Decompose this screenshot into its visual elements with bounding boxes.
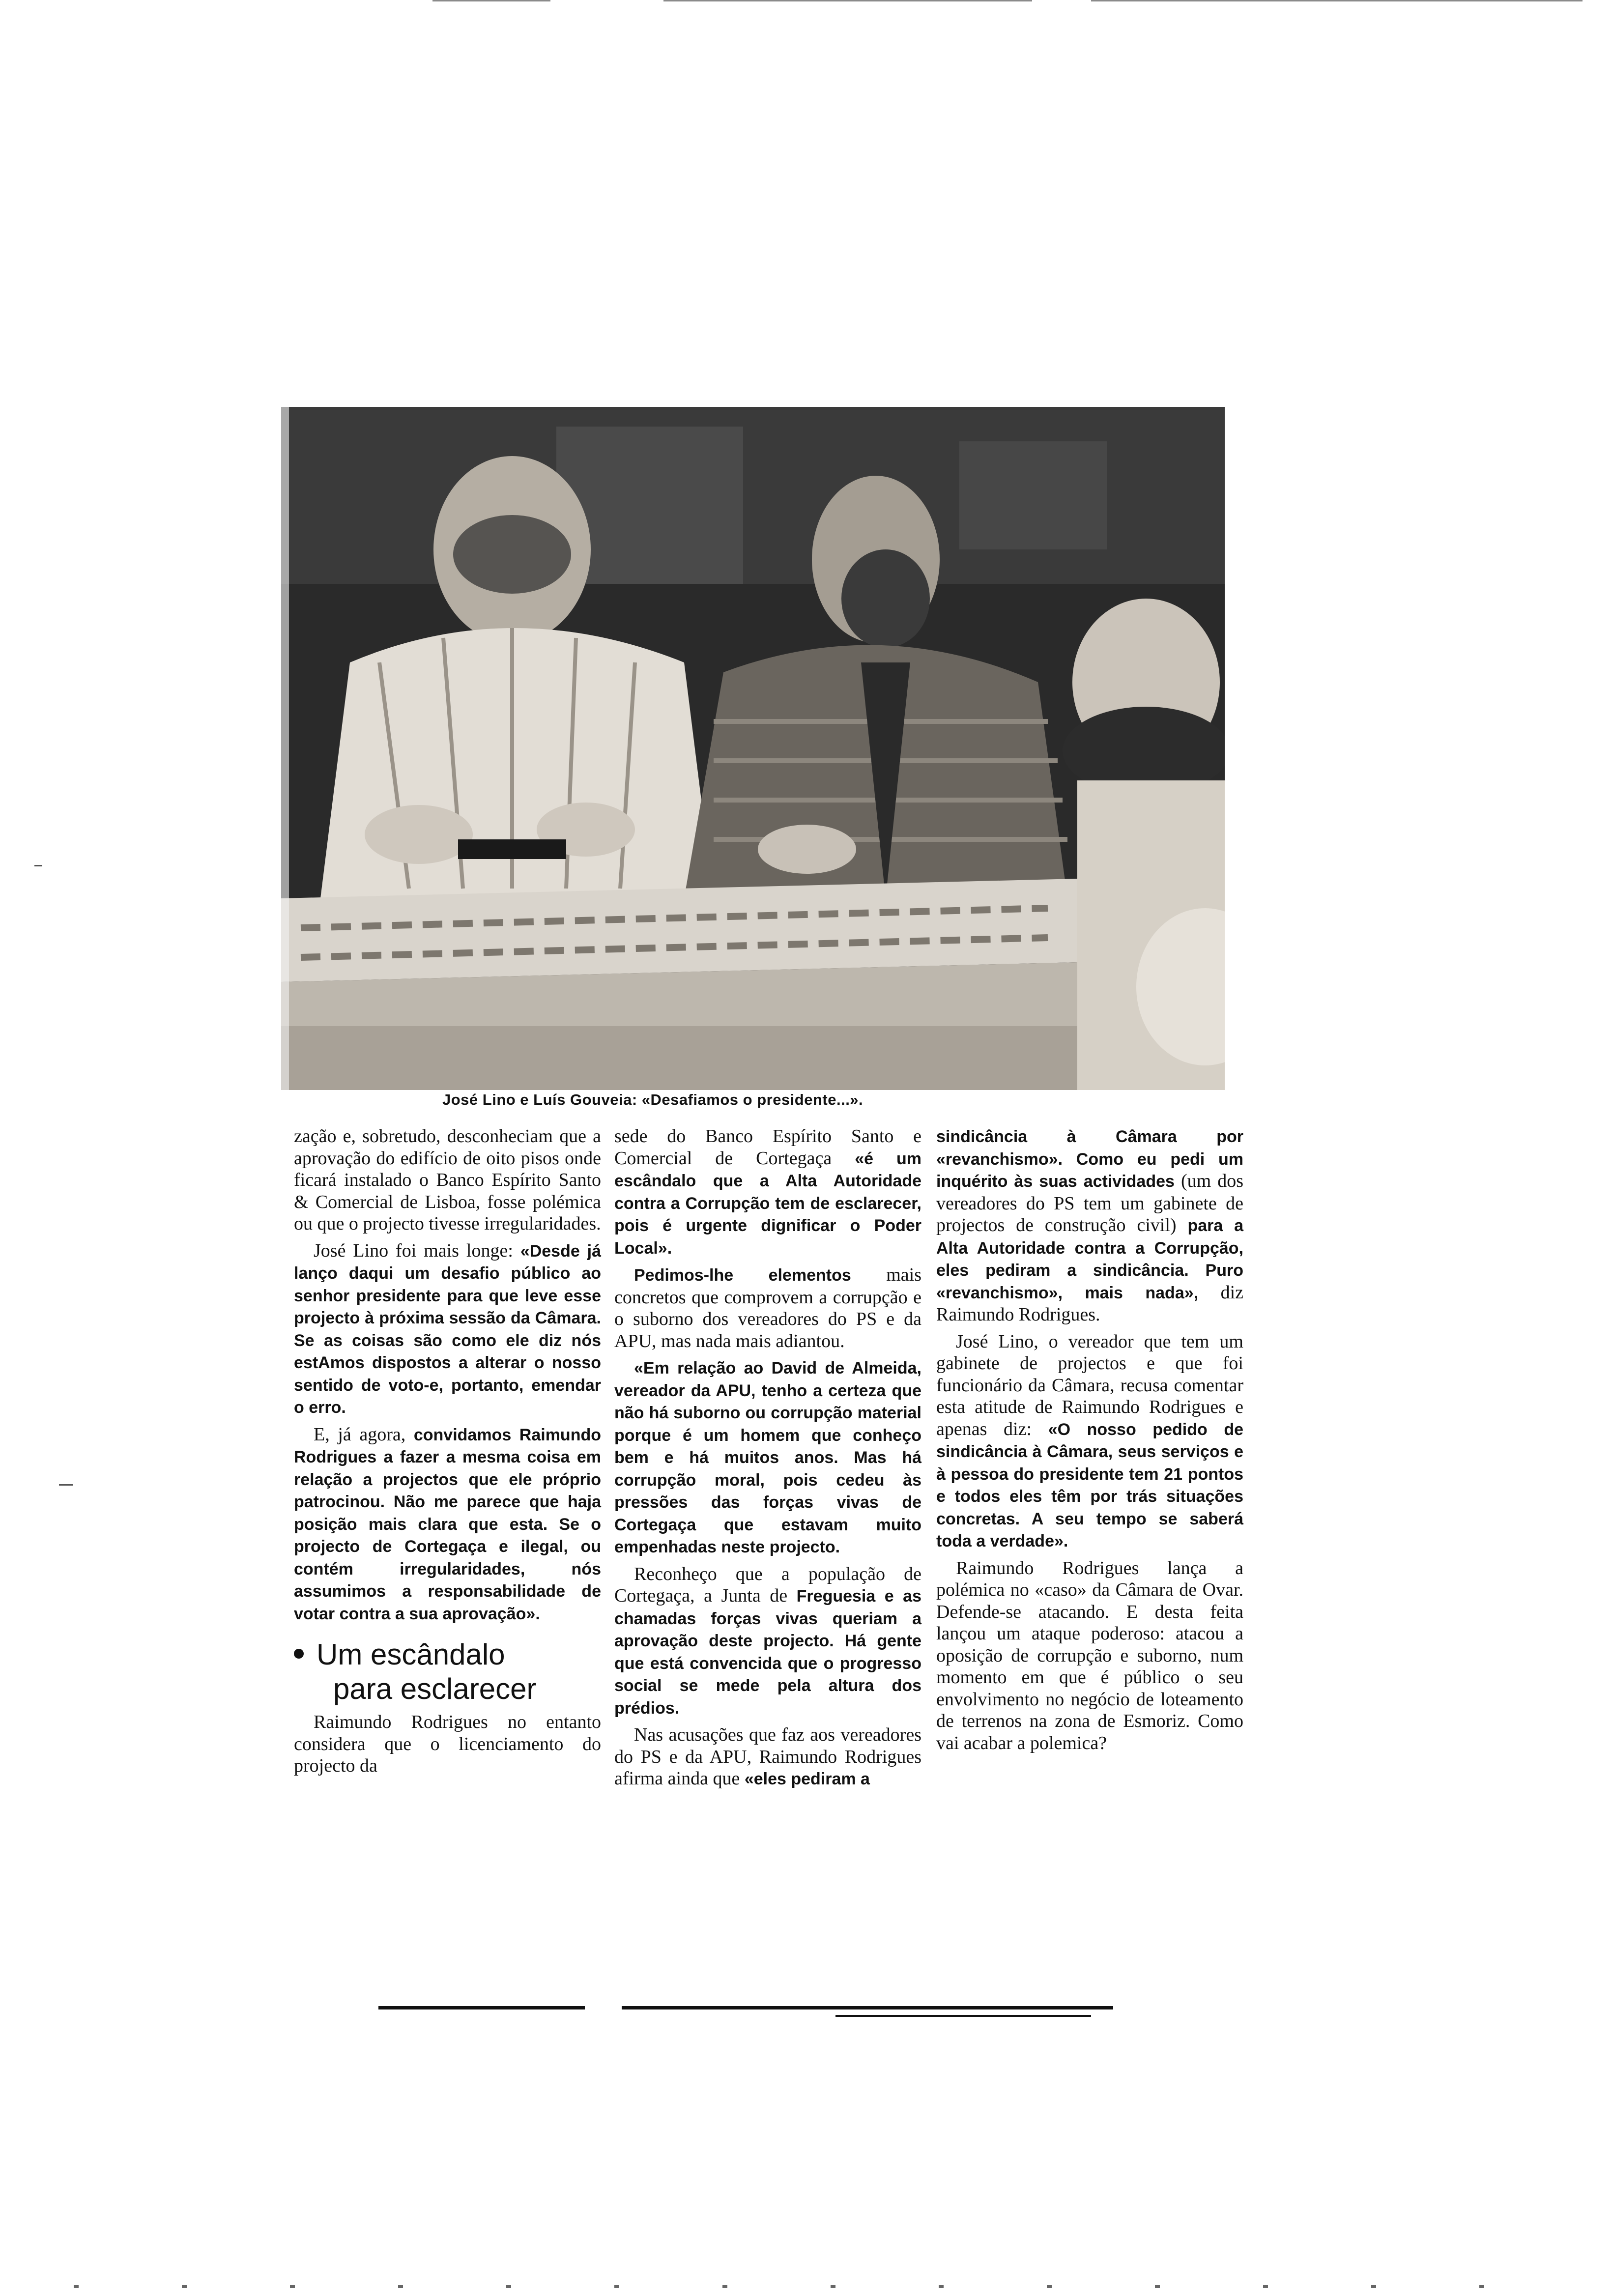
paragraph [294,1424,601,1625]
quote-text: para a Alta Autoridade contra a Corrupção, eles pediram a sindicância. Puro «revanchismo», mais nada», [936,1216,1243,1302]
quote-text: «Em relação ao David de Almeida, vereador da APU, tenho a certeza que não há suborno ou corrupção material porque é um homem que conheço bem e há muitos anos. Mas há corrupção moral, pois cedeu às pressões das forças vivas de Cortegaça que estavam muito empenhadas neste projecto. [614,1359,921,1556]
section-subheading [294,1637,601,1706]
quote-text: «O nosso pedido de sindicância à Câmara, seus serviços e à pessoa do presidente tem 21 pontos e todos eles têm por trás situações concretas. A seu tempo se saberá toda a verdade». [936,1420,1243,1550]
paragraph [294,1240,601,1419]
paragraph [936,1125,1243,1326]
end-rule [622,2006,1113,2009]
quote-text: «eles pediram a [744,1770,870,1788]
paragraph [614,1125,921,1259]
photo-scene [281,407,1225,1090]
subheading-line-1: Um escândalo [317,1638,505,1671]
paragraph [614,1357,921,1558]
paragraph [614,1563,921,1720]
subheading-line-2: para esclarecer [333,1672,537,1705]
paragraph-text: (um dos vereadores do PS tem um gabinete de projectos de construção civil) [936,1171,1244,1235]
end-rule [835,2015,1091,2017]
scan-speck [34,865,42,866]
paragraph-text: Pedimos-lhe elementos [634,1266,851,1285]
paragraph [614,1264,921,1352]
bullet-icon [294,1649,304,1659]
paragraph: Raimundo Rodrigues lança a polémica no «caso» da Câmara de Ovar. Defende-se atacando. E desta feita lançou um ataque poderoso: atacou a oposição de corrupção e suborno, num momento em que é público o seu envolvimento no negócio de loteamento de terrenos na zona de Esmoriz. Como vai acabar a polemica? [936,1557,1243,1753]
article-column-1 [294,1125,601,1782]
paragraph-text: diz Raimundo Rodrigues. [936,1282,1244,1325]
paragraph-text: E, já agora, [314,1424,406,1445]
paragraph-text: Nas acusações que faz aos vereadores do PS e da APU, Raimundo Rodrigues afirma ainda que [614,1724,921,1789]
article-column-3 [936,1125,1243,1759]
paragraph [936,1331,1243,1552]
quote-text: Freguesia e as chamadas forças vivas queriam a aprovação deste projecto. Há gente que está convencida que o progresso social se mede pela altura dos prédios. [614,1587,921,1718]
quote-text: «é um escândalo que a Alta Autoridade contra a Corrupção tem de esclarecer, pois é urgente dignificar o Poder Local». [614,1149,921,1258]
quote-text: convidamos Raimundo Rodrigues a fazer a mesma coisa em relação a projectos que ele próprio patrocinou. Não me parece que haja posição mais clara que esta. Se o projecto de Cortegaça e ilegal, ou contém irregularidades, nós assumimos a responsabilidade de votar contra a sua aprovação». [294,1425,601,1623]
paragraph: zação e, sobretudo, desconheciam que a aprovação do edifício de oito pisos onde ficará instalado o Banco Espírito Santo & Comercial de Lisboa, fosse polémica ou que o projecto tivesse irregularidades. [294,1126,601,1234]
scan-speck [59,1484,73,1486]
paragraph-text: José Lino, o vereador que tem um gabinete de projectos e que foi funcionário da Câmara, recusa comentar esta atitude de Raimundo Rodrigues e apenas diz: [936,1331,1243,1439]
paragraph: Raimundo Rodrigues no entanto considera que o licenciamento do projecto da [294,1712,601,1776]
paragraph-text: José Lino foi mais longe: [314,1240,513,1261]
scan-edge-line [1091,0,1583,1]
scan-edge-line [663,0,1032,1]
paragraph-text: mais concretos que comprovem a corrupção e o suborno dos vereadores do PS e da APU, mas nada mais adiantou. [614,1264,921,1351]
end-rule [378,2006,585,2009]
article-column-2 [614,1125,921,1795]
paragraph-text: sede do Banco Espírito Santo e Comercial de Cortegaça [614,1126,921,1169]
scan-edge-line [432,0,550,1]
paragraph-text: Reconheço que a população de Cortegaça, a Junta de [614,1563,921,1606]
quote-text: sindicância à Câmara por «revanchismo». Como eu pedi um inquérito às suas actividades [936,1127,1243,1191]
scan-edge-dots [74,2285,1548,2288]
quote-text: «Desde já lanço daqui um desafio público ao senhor presidente para que leve esse projecto à próxima sessão da Câmara. Se as coisas são como ele diz nós estAmos dispostos a alterar o nosso sentido de voto-e, portanto, emendar o erro. [294,1241,601,1417]
caption-names: José Lino e Luís Gouveia: [442,1091,637,1108]
photo-caption [442,1091,1130,1109]
article-photo [281,407,1225,1090]
paragraph [614,1724,921,1790]
caption-quote: «Desafiamos o presidente...». [641,1091,864,1108]
